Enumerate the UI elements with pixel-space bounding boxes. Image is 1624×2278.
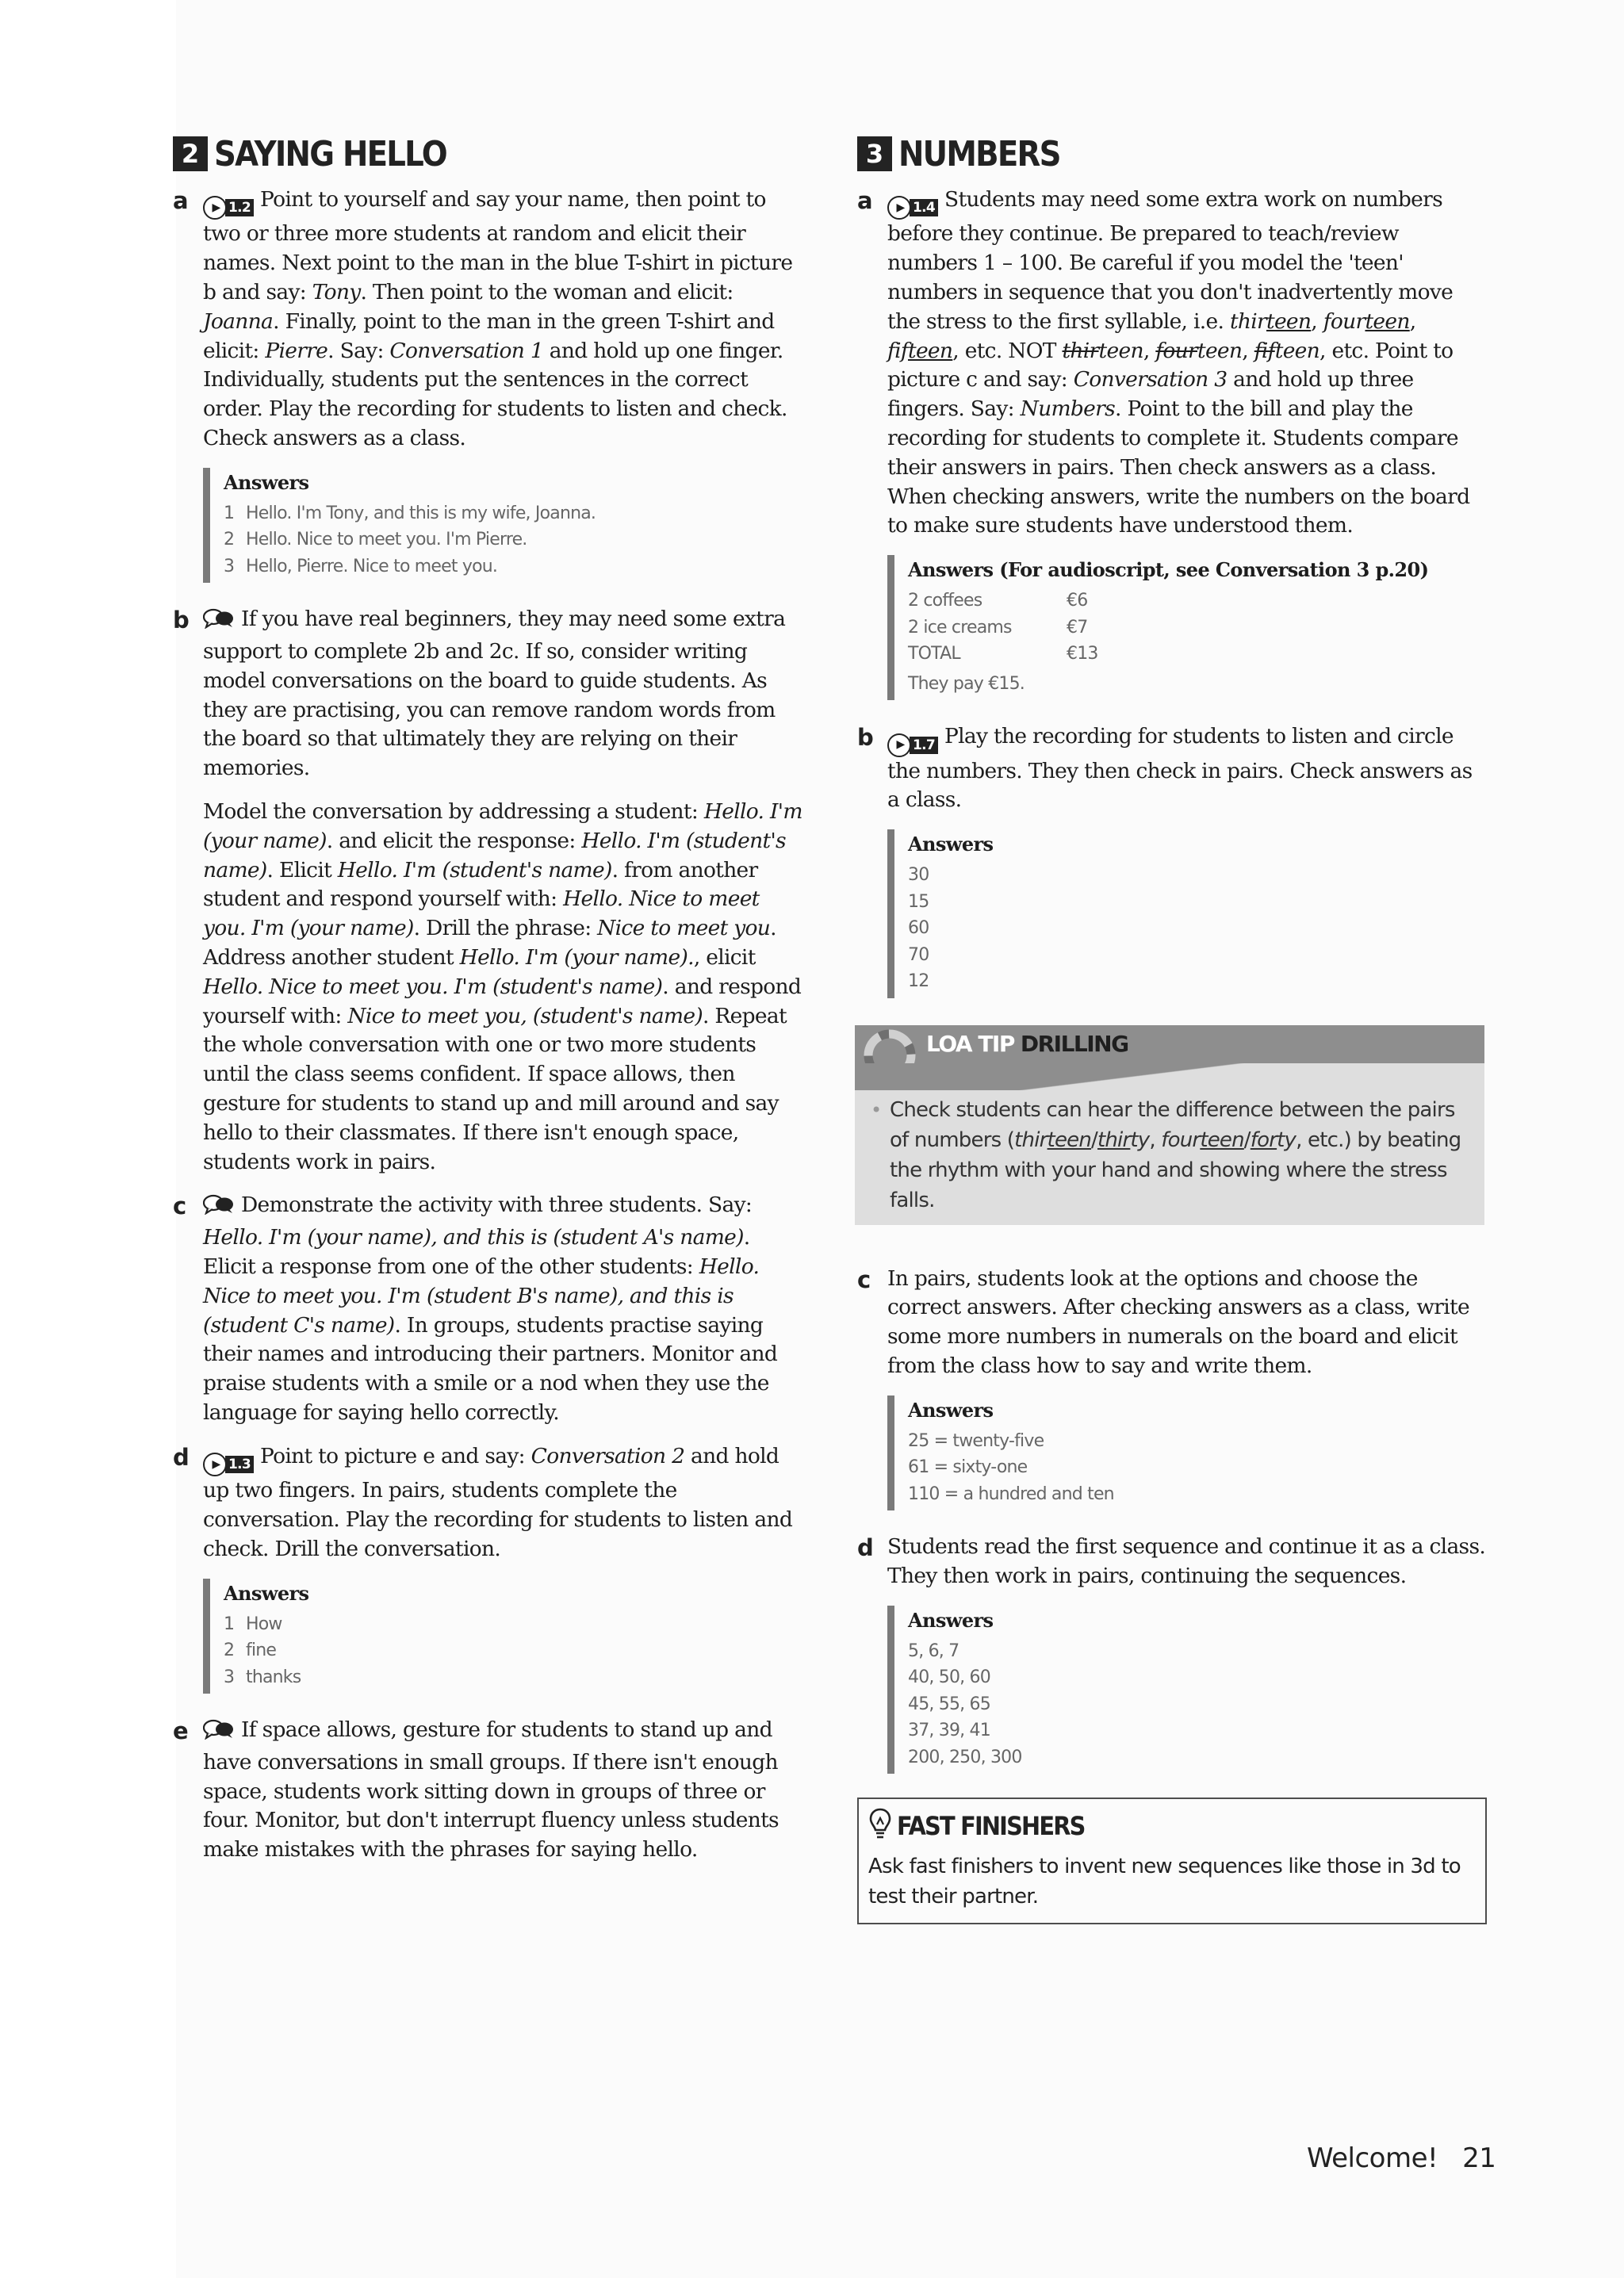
activity-text: ▶ 1.3 Point to picture e and say: Conversation 2 and hold up two fingers. In pairs, students complete the conversation. Play the recording for students to listen and check. Drill the conversation.	[203, 1443, 793, 1561]
audio-track-button[interactable]	[203, 196, 254, 220]
pairwork-icon	[203, 1194, 235, 1223]
activity-letter: e	[173, 1717, 189, 1745]
bullet: •	[871, 1098, 882, 1121]
section-title: SAYING HELLO	[214, 133, 446, 174]
activity-3a	[857, 186, 1490, 700]
activity-text: Demonstrate the activity with three students. Say: Hello. I'm (your name), and this is (student A's name). Elicit a response from one of the other students: Hello. Nice to meet you. I'm (student B's name), and this is (student C's name). In groups, students practise saying their names and introducing their partners. Monitor and praise students with a smile or a nod when they use the language for saying hello correctly.	[203, 1193, 778, 1425]
section-title: NUMBERS	[898, 133, 1060, 174]
fast-finishers-title: FAST FINISHERS	[897, 1811, 1085, 1842]
activity-letter: a	[173, 187, 189, 214]
audio-track-button[interactable]	[887, 196, 938, 220]
section-heading	[173, 133, 806, 174]
activity-letter: d	[173, 1443, 190, 1471]
fast-finishers-text: Ask fast finishers to invent new sequences like those in 3d to test their partner.	[868, 1855, 1461, 1909]
answer-line: 2 Hello. Nice to meet you. I'm Pierre.	[224, 530, 527, 550]
answers-box	[887, 555, 1490, 700]
section-number: 3	[857, 136, 892, 171]
activity-text: In pairs, students look at the options and choose the correct answers. After checking answers as a class, write some more numbers in numerals on the board and elicit from the class how to say and write them.	[887, 1265, 1469, 1379]
activity-text: If space allows, gesture for students to stand up and have conversations in small groups. If there isn't enough space, students work sitting down in groups of three or four. Monitor, but don't interrupt fluency unless students make mistakes with the phrases for saying hello.	[203, 1717, 779, 1863]
activity-2b	[173, 605, 806, 1177]
answer-line: They pay €15.	[908, 673, 1025, 694]
activity-3d	[857, 1533, 1490, 1774]
loa-tip-box	[855, 1025, 1484, 1225]
activity-3b	[857, 722, 1490, 997]
answers-box	[887, 1606, 1490, 1775]
answer-line: 1 Hello. I'm Tony, and this is my wife, Joanna.	[224, 503, 596, 523]
activity-text: ▶ 1.7 Play the recording for students to listen and circle the numbers. They then check in pairs. Check answers as a class.	[887, 724, 1473, 813]
audio-track-number: 1.7	[910, 737, 938, 754]
activity-letter: c	[173, 1193, 187, 1220]
activity-letter: a	[857, 187, 873, 214]
answer-line: 61 = sixty-one	[908, 1457, 1028, 1478]
answer-line: 40, 50, 60	[908, 1667, 990, 1688]
answer-line: 3 Hello, Pierre. Nice to meet you.	[224, 556, 498, 576]
loa-tip-label: LOA TIP	[926, 1031, 1014, 1058]
answers-box	[203, 468, 806, 584]
activity-text: Students read the first sequence and continue it as a class. They then work in pairs, continuing the sequences.	[887, 1534, 1486, 1589]
audio-track-button[interactable]	[203, 1453, 254, 1476]
section-numbers	[857, 133, 1490, 1924]
activity-letter: d	[857, 1534, 874, 1562]
footer-unit-label: Welcome!	[1307, 2142, 1438, 2174]
activity-2e	[173, 1716, 806, 1865]
activity-text: ▶ 1.2 Point to yourself and say your name, then point to two or three more students at random and elicit their names. Next point to the man in the blue T-shirt in picture b and say: Tony. Then point to the woman and elicit: Joanna. Finally, point to the man in the green T-shirt and elicit: Pierre. Say: Conversation 1 and hold up one finger. Individually, students put the sentences in the correct order. Play the recording for students to listen and check. Check answers as a class.	[203, 187, 793, 450]
answer-line: 30	[908, 865, 929, 886]
fast-finishers-box	[857, 1798, 1487, 1924]
answers-heading: Answers	[224, 470, 309, 494]
loa-tip-header	[855, 1025, 1484, 1063]
pairwork-icon	[203, 608, 235, 637]
answers-heading: Answers	[908, 833, 994, 856]
answer-line: 45, 55, 65	[908, 1694, 990, 1714]
audio-track-number: 1.3	[225, 1456, 254, 1473]
bill-row: 2 coffees €6	[908, 591, 1088, 611]
page-number: 21	[1462, 2142, 1496, 2174]
bill-row: TOTAL €13	[908, 644, 1098, 664]
lightbulb-icon	[868, 1807, 892, 1845]
play-icon: ▶	[203, 196, 227, 220]
answer-line: 110 = a hundred and ten	[908, 1484, 1114, 1504]
activity-letter: b	[173, 607, 190, 634]
answers-heading: Answers	[908, 1398, 994, 1422]
answer-line: 25 = twenty-five	[908, 1430, 1044, 1451]
audio-track-number: 1.4	[910, 199, 938, 216]
answers-box	[887, 1396, 1490, 1511]
answer-line: 2 fine	[224, 1641, 277, 1661]
answer-line: 5, 6, 7	[908, 1641, 959, 1661]
answer-line: 12	[908, 971, 929, 992]
section-number: 2	[173, 136, 208, 171]
answers-heading: Answers	[908, 1608, 994, 1632]
bill-row: 2 ice creams €7	[908, 617, 1088, 637]
answer-line: 15	[908, 891, 929, 912]
page-footer	[1307, 2142, 1494, 2174]
section-heading	[857, 133, 1490, 174]
answers-heading: Answers	[224, 1581, 309, 1605]
activity-2a	[173, 186, 806, 583]
play-icon: ▶	[203, 1453, 227, 1476]
activity-text: Model the conversation by addressing a student: Hello. I'm (your name). and elicit the response: Hello. I'm (student's name). Elicit Hello. I'm (student's name). from another student and respond yourself with: Hello. Nice to meet you. I'm (your name). Drill the phrase: Nice to meet you. Address another student Hello. I'm (your name)., elicit Hello. Nice to meet you. I'm (student's name). and respond yourself with: Nice to meet you, (student's name). Repeat the whole conversation with one or two more students until the class seems confident. If space allows, then gesture for students to stand up and mill around and say hello to their classmates. If there isn't enough space, students work in pairs.	[203, 799, 802, 1174]
audio-track-number: 1.2	[225, 199, 254, 216]
pairwork-icon	[203, 1719, 235, 1748]
activity-3c	[857, 1265, 1490, 1511]
loa-tip-body: • Check students can hear the difference between the pairs of numbers (thirteen/thirty, fourteen/forty, etc.) by beating the rhythm with your hand and showing where the stress falls.	[855, 1063, 1484, 1225]
audio-track-button[interactable]	[887, 733, 938, 757]
answer-line: 37, 39, 41	[908, 1721, 990, 1741]
answer-line: 60	[908, 918, 929, 939]
activity-letter: c	[857, 1265, 871, 1293]
answers-heading: Answers (For audioscript, see Conversation 3 p.20)	[908, 558, 1429, 582]
play-icon: ▶	[887, 196, 911, 220]
loa-tip-topic: DRILLING	[1020, 1031, 1128, 1058]
answer-line: 1 How	[224, 1614, 282, 1634]
fast-finishers-header	[868, 1807, 1476, 1845]
activity-2c	[173, 1191, 806, 1427]
play-icon: ▶	[887, 733, 911, 757]
activity-text: ▶ 1.4 Students may need some extra work on numbers before they continue. Be prepared to teach/review numbers 1 – 100. Be careful if you model the 'teen' numbers in sequence that you don't inadvertently move the stress to the first syllable, i.e. thirteen, fourteen, fifteen, etc. NOT thirteen, fourteen, fifteen, etc. Point to picture c and say: Conversation 3 and hold up three fingers. Say: Numbers. Point to the bill and play the recording for students to complete it. Students compare their answers in pairs. Then check answers as a class. When checking answers, write the numbers on the board to make sure students have understood them.	[887, 187, 1470, 538]
activity-2d	[173, 1442, 806, 1694]
activity-letter: b	[857, 724, 874, 752]
answers-box	[887, 829, 1490, 998]
section-saying-hello	[173, 133, 806, 1879]
answer-line: 70	[908, 944, 929, 965]
answer-line: 200, 250, 300	[908, 1747, 1022, 1767]
answers-box	[203, 1579, 806, 1694]
answer-line: 3 thanks	[224, 1667, 301, 1687]
activity-text: If you have real beginners, they may need some extra support to complete 2b and 2c. If so, consider writing model conversations on the board to guide students. As they are practising, you can remove random words from the board so that ultimately they are relying on their memories.	[203, 607, 786, 781]
